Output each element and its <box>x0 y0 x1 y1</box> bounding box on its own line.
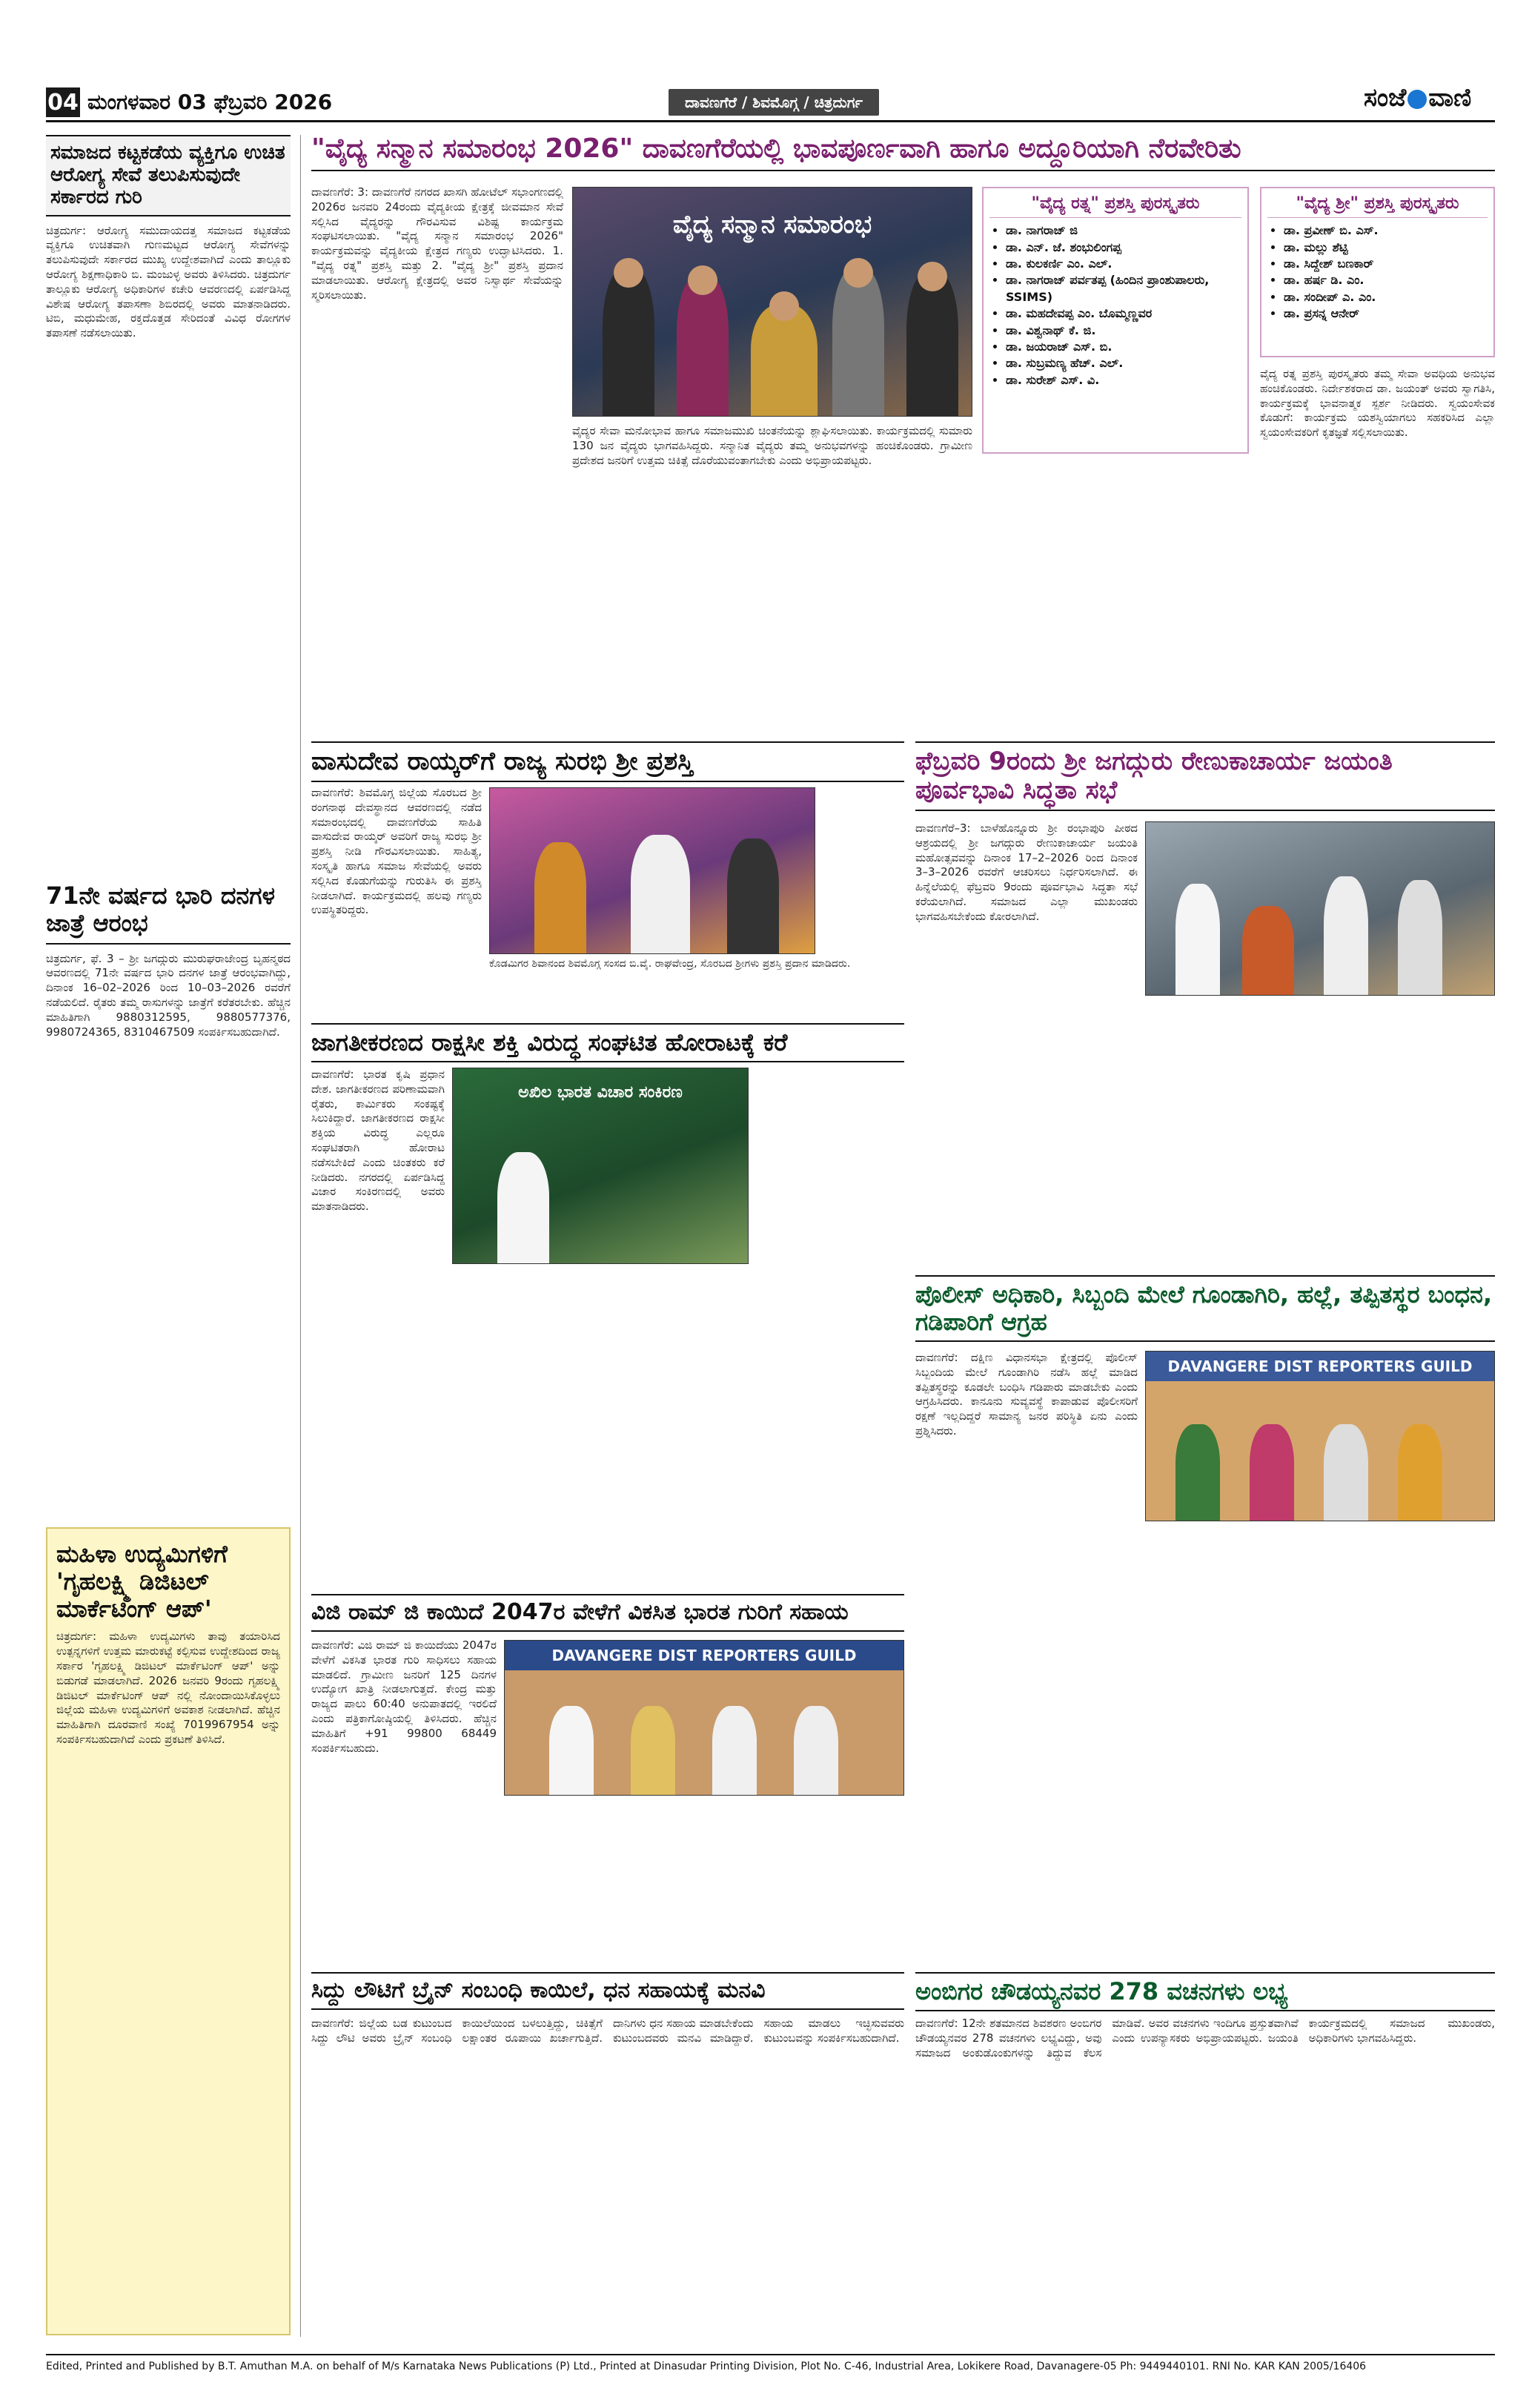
award-photo <box>572 187 972 417</box>
photo-person <box>906 271 958 416</box>
globalisation-photo <box>452 1068 749 1264</box>
logo-left-text: ಸಂಜೆ <box>1364 83 1407 113</box>
photo-person <box>794 1706 838 1795</box>
globalisation-body: ದಾವಣಗೆರೆ: ಭಾರತ ಕೃಷಿ ಪ್ರಧಾನ ದೇಶ. ಜಾಗತೀಕರಣದ ಪರಿಣಾಮವಾಗಿ ರೈತರು, ಕಾರ್ಮಿಕರು ಸಂಕಷ್ಟಕ್ಕೆ ಸಿಲುಕಿದ್ದಾರೆ. ಜಾಗತೀಕರಣದ ರಾಕ್ಷಸೀ ಶಕ್ತಿಯ ವಿರುದ್ಧ ಎಲ್ಲರೂ ಸಂಘಟಿತರಾಗಿ ಹೋರಾಟ ನಡೆಸಬೇಕಿದೆ ಎಂದು ಚಿಂತಕರು ಕರೆ ನೀಡಿದರು. ನಗರದಲ್ಲಿ ಏರ್ಪಡಿಸಿದ್ದ ವಿಚಾರ ಸಂಕಿರಣದಲ್ಲಿ ಅವರು ಮಾತನಾಡಿದರು. <box>311 1068 445 1214</box>
vaidya-shri-box <box>1260 187 1495 357</box>
raykar-photo-caption: ಕೊಡಮಿಗರ ಶಿವಾನಂದ ಶಿವಮೊಗ್ಗ ಸಂಸದ ಬಿ.ವೈ. ರಾಘವೇಂದ್ರ, ಸೊರಬದ ಶ್ರೀಗಳು ಪ್ರಶಸ್ತಿ ಪ್ರದಾನ ಮಾಡಿದರು. <box>489 958 851 970</box>
edition-label: ದಾವಣಗೆರೆ / ಶಿವಮೊಗ್ಗ / ಚಿತ್ರದುರ್ಗ <box>669 89 879 116</box>
lead-body-right: ವೈದ್ಯ ರತ್ನ ಪ್ರಶಸ್ತಿ ಪುರಸ್ಕೃತರು ತಮ್ಮ ಸೇವಾ ಅವಧಿಯ ಅನುಭವ ಹಂಚಿಕೊಂಡರು. ನಿರ್ದೇಶಕರಾದ ಡಾ. ಜಯಂತ್ ಅವರು ಸ್ವಾಗತಿಸಿ, ಕಾರ್ಯಕ್ರಮಕ್ಕೆ ಭಾವನಾತ್ಮಕ ಸ್ಪರ್ಶ ನೀಡಿದರು. ಸ್ವಯಂಸೇವಕ ಕೊಡುಗೆ: ಕಾರ್ಯಕ್ರಮ ಯಶಸ್ವಿಯಾಗಲು ಸಹಕರಿಸಿದ ಎಲ್ಲಾ ಸ್ವಯಂಸೇವಕರಿಗೆ ಕೃತಜ್ಞತೆ ಸಲ್ಲಿಸಲಾಯಿತು. <box>1260 367 1495 440</box>
vaidya-ratna-box <box>982 187 1249 454</box>
ratna-awardee: • ಡಾ. ನಾಗರಾಜ್ ಜಿ <box>1006 222 1241 239</box>
shri-title: "ವೈದ್ಯ ಶ್ರೀ" ಪ್ರಶಸ್ತಿ ಪುರಸ್ಕೃತರು <box>1267 194 1488 218</box>
lead-body-mid: ವೈದ್ಯರ ಸೇವಾ ಮನೋಭಾವ ಹಾಗೂ ಸಮಾಜಮುಖಿ ಚಿಂತನೆಯನ್ನು ಶ್ಲಾಘಿಸಲಾಯಿತು. ಕಾರ್ಯಕ್ರಮದಲ್ಲಿ ಸುಮಾರು 130 ಜನ ವೈದ್ಯರು ಭಾಗವಹಿಸಿದ್ದರು. ಸನ್ಮಾನಿತ ವೈದ್ಯರು ತಮ್ಮ ಅನುಭವಗಳನ್ನು ಹಂಚಿಕೊಂಡರು. ಗ್ರಾಮೀಣ ಪ್ರದೇಶದ ಜನರಿಗೆ ಉತ್ತಮ ಚಿಕಿತ್ಸೆ ದೊರೆಯುವಂತಾಗಬೇಕು ಎಂದು ಅಭಿಪ್ರಾಯಪಟ್ಟರು. <box>572 424 972 467</box>
ratna-awardee: • ಡಾ. ಸುಬ್ರಮಣ್ಯ ಹೆಚ್. ಎಲ್. <box>1006 355 1241 371</box>
ambigara-headline: ಅಂಬಿಗರ ಚೌಡಯ್ಯನವರ 278 ವಚನಗಳು ಲಭ್ಯ <box>915 1972 1495 2011</box>
ratna-awardee: • ಡಾ. ಜಯರಾಜ್ ಎಸ್. ಬಿ. <box>1006 339 1241 355</box>
fair-article <box>46 882 291 1530</box>
ratna-awardee: • ಡಾ. ವಿಶ್ವನಾಥ್ ಕೆ. ಜಿ. <box>1006 322 1241 339</box>
ratna-awardee: • ಡಾ. ಕುಲಕರ್ಣಿ ಎಂ. ಎಲ್. <box>1006 256 1241 272</box>
raykar-body-side <box>823 786 904 956</box>
seminar-banner-text: ಅಖಿಲ ಭಾರತ ವಿಚಾರ ಸಂಕಿರಣ <box>518 1083 683 1102</box>
globalisation-headline: ಜಾಗತೀಕರಣದ ರಾಕ್ಷಸೀ ಶಕ್ತಿ ವಿರುದ್ಧ ಸಂಘಟಿತ ಹೋರಾಟಕ್ಕೆ ಕರೆ <box>311 1023 904 1062</box>
column-divider <box>300 135 301 2337</box>
photo-person <box>631 835 690 953</box>
siddu-lauti-headline: ಸಿದ್ದು ಲೌಟಿಗೆ ಬ್ರೈನ್ ಸಂಬಂಧಿ ಕಾಯಿಲೆ, ಧನ ಸಹಾಯಕ್ಕೆ ಮನವಿ <box>311 1972 904 2010</box>
photo-person <box>549 1706 594 1795</box>
ratna-awardee-list <box>989 222 1241 388</box>
photo-person <box>1250 1424 1294 1521</box>
siddu-lauti-body: ದಾವಣಗೆರೆ: ಜಿಲ್ಲೆಯ ಬಡ ಕುಟುಂಬದ ಸಿದ್ದು ಲೌಟಿ ಅವರು ಬ್ರೈನ್ ಸಂಬಂಧಿ ಕಾಯಿಲೆಯಿಂದ ಬಳಲುತ್ತಿದ್ದು, ಚಿಕಿತ್ಸೆಗೆ ಲಕ್ಷಾಂತರ ರೂಪಾಯಿ ಖರ್ಚಾಗುತ್ತಿದೆ. ದಾನಿಗಳು ಧನ ಸಹಾಯ ಮಾಡಬೇಕೆಂದು ಕುಟುಂಬದವರು ಮನವಿ ಮಾಡಿದ್ದಾರೆ. ಸಹಾಯ ಮಾಡಲು ಇಚ್ಛಿಸುವವರು ಕುಟುಂಬವನ್ನು ಸಂಪರ್ಕಿಸಬಹುದಾಗಿದೆ. <box>311 2017 904 2045</box>
raykar-headline: ವಾಸುದೇವ ರಾಯ್ಕರ್‌ಗೆ ರಾಜ್ಯ ಸುರಭಿ ಶ್ರೀ ಪ್ರಶಸ್ತಿ <box>311 741 904 782</box>
renukacharya-body-cont <box>1145 1002 1495 1254</box>
police-assault-photo <box>1145 1351 1495 1521</box>
photo-person-head <box>769 291 799 321</box>
photo-person-head <box>843 258 873 288</box>
women-entrepreneur-box <box>46 1527 291 2335</box>
imprint-footer: Edited, Printed and Published by B.T. Amuthan M.A. on behalf of M/s Karnataka News Publications (P) Ltd., Printed at Dinasudar Printing Division, Plot No. C-46, Industrial Area, Lokikere Road, Davanagere-05 Ph: 9449440101. RNI No. KAR KAN 2005/16406 <box>46 2354 1495 2378</box>
lead-headline: "ವೈದ್ಯ ಸನ್ಮಾನ ಸಮಾರಂಭ 2026" ದಾವಣಗೆರೆಯಲ್ಲಿ ಭಾವಪೂರ್ಣವಾಗಿ ಹಾಗೂ ಅದ್ದೂರಿಯಾಗಿ ನೆರವೇರಿತು <box>311 133 1495 171</box>
police-assault-body-cont <box>1145 1529 1495 1959</box>
renukacharya-body: ದಾವಣಗೆರೆ–3: ಬಾಳೆಹೊನ್ನೂರು ಶ್ರೀ ರಂಭಾಪುರಿ ಪೀಠದ ಆಶ್ರಯದಲ್ಲಿ ಶ್ರೀ ಜಗದ್ಗುರು ರೇಣುಕಾಚಾರ್ಯ ಜಯಂತಿ ಮಹೋತ್ಸವವನ್ನು ದಿನಾಂಕ 17–2–2026 ರಿಂದ ದಿನಾಂಕ 3–3–2026 ರವರೆಗೆ ಆಚರಿಸಲು ನಿರ್ಧರಿಸಲಾಗಿದೆ. ಈ ಹಿನ್ನೆಲೆಯಲ್ಲಿ ಫೆಬ್ರವರಿ 9ರಂದು ಪೂರ್ವಭಾವಿ ಸಿದ್ಧತಾ ಸಭೆ ಕರೆಯಲಾಗಿದೆ. ಸಮಾಜದ ಎಲ್ಲಾ ಮುಖಂಡರು ಭಾಗವಹಿಸಬೇಕೆಂದು ಕೋರಲಾಗಿದೆ. <box>915 821 1138 923</box>
photo-person-honoree <box>751 305 818 416</box>
photo-person <box>534 842 586 953</box>
women-app-body: ಚಿತ್ರದುರ್ಗ: ಮಹಿಳಾ ಉದ್ಯಮಿಗಳು ತಾವು ತಯಾರಿಸಿದ ಉತ್ಪನ್ನಗಳಿಗೆ ಉತ್ತಮ ಮಾರುಕಟ್ಟೆ ಕಲ್ಪಿಸುವ ಉದ್ದೇಶದಿಂದ ರಾಜ್ಯ ಸರ್ಕಾರ 'ಗೃಹಲಕ್ಷ್ಮಿ ಡಿಜಿಟಲ್ ಮಾರ್ಕೆಟಿಂಗ್ ಆಪ್' ಅನ್ನು ಬಿಡುಗಡೆ ಮಾಡಲಾಗಿದೆ. 2026 ಜನವರಿ 9ರಂದು ಗೃಹಲಕ್ಷ್ಮಿ ಡಿಜಿಟಲ್ ಮಾರ್ಕೆಟಿಂಗ್ ಆಪ್ ನಲ್ಲಿ ನೋಂದಾಯಿಸಿಕೊಳ್ಳಲು ಜಿಲ್ಲೆಯ ಮಹಿಳಾ ಉದ್ಯಮಿಗಳಿಗೆ ಅವಕಾಶ ನೀಡಲಾಗಿದೆ. ಹೆಚ್ಚಿನ ಮಾಹಿತಿಗಾಗಿ ದೂರವಾಣಿ ಸಂಖ್ಯೆ 7019967954 ಅನ್ನು ಸಂಪರ್ಕಿಸಬಹುದಾಗಿದೆ ಎಂದು ಪ್ರಕಟಣೆ ತಿಳಿಸಿದೆ. <box>56 1630 280 1746</box>
photo-person <box>832 268 884 416</box>
globalisation-body-side <box>756 1068 904 1305</box>
shri-awardee: • ಡಾ. ಪ್ರಸನ್ನ ಆನೇರ್ <box>1284 305 1488 322</box>
photo-person-head <box>688 265 717 295</box>
newspaper-logo <box>1364 83 1471 113</box>
vbgramg-photo <box>504 1640 904 1796</box>
issue-date: ಮಂಗಳವಾರ 03 ಫೆಬ್ರವರಿ 2026 <box>87 90 333 114</box>
photo-person-head <box>918 262 947 291</box>
logo-right-text: ವಾಣಿ <box>1428 83 1472 113</box>
photo-person <box>1175 1424 1220 1521</box>
raykar-body: ದಾವಣಗೆರೆ: ಶಿವಮೊಗ್ಗ ಜಿಲ್ಲೆಯ ಸೊರಬದ ಶ್ರೀ ರಂಗನಾಥ ದೇವಸ್ಥಾನದ ಆವರಣದಲ್ಲಿ ನಡೆದ ಸಮಾರಂಭದಲ್ಲಿ ದಾವಣಗೆರೆಯ ಸಾಹಿತಿ ವಾಸುದೇವ ರಾಯ್ಕರ್ ಅವರಿಗೆ ರಾಜ್ಯ ಸುರಭಿ ಶ್ರೀ ಪ್ರಶಸ್ತಿ ನೀಡಿ ಗೌರವಿಸಲಾಯಿತು. ಸಾಹಿತ್ಯ, ಸಂಸ್ಕೃತಿ ಹಾಗೂ ಸಮಾಜ ಸೇವೆಯಲ್ಲಿ ಅವರು ಸಲ್ಲಿಸಿದ ಕೊಡುಗೆಯನ್ನು ಗುರುತಿಸಿ ಈ ಪ್ರಶಸ್ತಿ ನೀಡಲಾಗಿದೆ. ಕಾರ್ಯಕ್ರಮದಲ್ಲಿ ಹಲವು ಗಣ್ಯರು ಉಪಸ್ಥಿತರಿದ್ದರು. <box>311 786 482 917</box>
police-assault-headline: ಪೊಲೀಸ್ ಅಧಿಕಾರಿ, ಸಿಬ್ಬಂದಿ ಮೇಲೆ ಗೂಂಡಾಗಿರಿ, ಹಲ್ಲೆ, ತಪ್ಪಿತಸ್ಥರ ಬಂಧನ, ಗಡಿಪಾರಿಗೆ ಆಗ್ರಹ <box>915 1275 1495 1342</box>
health-article-body: ಚಿತ್ರದುರ್ಗ: ಆರೋಗ್ಯ ಸಮುದಾಯದತ್ತ ಸಮಾಜದ ಕಟ್ಟಕಡೆಯ ವ್ಯಕ್ತಿಗೂ ಉಚಿತವಾಗಿ ಗುಣಮಟ್ಟದ ಆರೋಗ್ಯ ಸೇವೆಗಳನ್ನು ತಲುಪಿಸುವುದೇ ಸರ್ಕಾರದ ಮುಖ್ಯ ಉದ್ದೇಶವಾಗಿದೆ ಎಂದು ತಾಲ್ಲೂಕು ಆರೋಗ್ಯ ಶಿಕ್ಷಣಾಧಿಕಾರಿ ಬಿ. ಮಂಜುಳ್ಳ ಅವರು ತಿಳಿಸಿದರು. ಚಿತ್ರದುರ್ಗ ತಾಲ್ಲೂಕು ಆರೋಗ್ಯ ಅಧಿಕಾರಿಗಳ ಕಚೇರಿ ಆವರಣದಲ್ಲಿ ಏರ್ಪಡಿಸಿದ್ದ ವಿಶೇಷ ಆರೋಗ್ಯ ತಪಾಸಣಾ ಶಿಬಿರದಲ್ಲಿ ಅವರು ಮಾತನಾಡಿದರು. ಟಿಬಿ, ಮಧುಮೇಹ, ರಕ್ತದೊತ್ತಡ ಸೇರಿದಂತೆ ವಿವಿಧ ರೋಗಗಳ ತಪಾಸಣೆ ನಡೆಸಲಾಯಿತು. <box>46 223 291 340</box>
lead-body-left: ದಾವಣಗೆರೆ: 3: ದಾವಣಗೆರೆ ನಗರದ ಖಾಸಗಿ ಹೋಟೆಲ್ ಸಭಾಂಗಣದಲ್ಲಿ 2026ರ ಜನವರಿ 24ರಂದು ವೈದ್ಯಕೀಯ ಕ್ಷೇತ್ರಕ್ಕೆ ಜೀವಮಾನ ಸೇವೆ ಸಲ್ಲಿಸಿದ ವೈದ್ಯರನ್ನು ಗೌರವಿಸುವ ವಿಶಿಷ್ಟ ಕಾರ್ಯಕ್ರಮ ಸಂಘಟಿಸಲಾಯಿತು. "ವೈದ್ಯ ಸನ್ಮಾನ ಸಮಾರಂಭ 2026" ಕಾರ್ಯಕ್ರಮವನ್ನು ವೈದ್ಯಕೀಯ ಕ್ಷೇತ್ರದ ಗಣ್ಯರು ಉದ್ಘಾಟಿಸಿದರು. 1. "ವೈದ್ಯ ರತ್ನ" ಪ್ರಶಸ್ತಿ ಮತ್ತು 2. "ವೈದ್ಯ ಶ್ರೀ" ಪ್ರಶಸ್ತಿ ಪ್ರದಾನ ಮಾಡಲಾಯಿತು. ಆರೋಗ್ಯ ಕ್ಷೇತ್ರದಲ್ಲಿ ಅವರ ನಿಸ್ವಾರ್ಥ ಸೇವೆಯನ್ನು ಸ್ಮರಿಸಲಾಯಿತು. <box>311 185 563 302</box>
health-headline: ಸಮಾಜದ ಕಟ್ಟಕಡೆಯ ವ್ಯಕ್ತಿಗೂ ಉಚಿತ ಆರೋಗ್ಯ ಸೇವೆ ತಲುಪಿಸುವುದೇ ಸರ್ಕಾರದ ಗುರಿ <box>46 135 291 216</box>
ratna-awardee: • ಡಾ. ನಾಗರಾಜ್ ಪರ್ವತಪ್ಪ (ಹಿಂದಿನ ಪ್ರಾಂಶುಪಾಲರು, SSIMS) <box>1006 272 1241 305</box>
photo-person <box>1324 1424 1368 1521</box>
ratna-title: "ವೈದ್ಯ ರತ್ನ" ಪ್ರಶಸ್ತಿ ಪುರಸ್ಕೃತರು <box>989 194 1241 218</box>
left-column <box>46 135 291 891</box>
photo-person <box>1398 880 1442 995</box>
shri-awardee: • ಡಾ. ಸಿದ್ದೇಶ್ ಬಣಕಾರ್ <box>1284 256 1488 272</box>
photo-person <box>712 1706 757 1795</box>
photo-person <box>677 275 729 416</box>
raykar-photo <box>489 787 815 954</box>
ratna-awardee: • ಡಾ. ಎನ್. ಜೆ. ಶಂಭುಲಿಂಗಪ್ಪ <box>1006 239 1241 256</box>
renukacharya-headline: ಫೆಬ್ರವರಿ 9ರಂದು ಶ್ರೀ ಜಗದ್ಗುರು ರೇಣುಕಾಚಾರ್ಯ ಜಯಂತಿ ಪೂರ್ವಭಾವಿ ಸಿದ್ಧತಾ ಸಭೆ <box>915 741 1495 811</box>
reporters-guild-banner: DAVANGERE DIST REPORTERS GUILD <box>551 1647 857 1664</box>
page-number: 04 <box>46 87 80 117</box>
shri-awardee: • ಡಾ. ಸಂದೀಪ್ ಎ. ಎಂ. <box>1284 289 1488 305</box>
photo-person-head <box>614 258 643 288</box>
photo-person <box>1175 884 1220 995</box>
shri-awardee: • ಡಾ. ಮಲ್ಲು ಶೆಟ್ಟಿ <box>1284 239 1488 256</box>
reporters-guild-banner: DAVANGERE DIST REPORTERS GUILD <box>1167 1357 1473 1375</box>
fair-headline: 71ನೇ ವರ್ಷದ ಭಾರಿ ದನಗಳ ಜಾತ್ರೆ ಆರಂಭ <box>46 882 291 945</box>
photo-person <box>1324 876 1368 995</box>
ambigara-body: ದಾವಣಗೆರೆ: 12ನೇ ಶತಮಾನದ ಶಿವಶರಣ ಅಂಬಿಗರ ಚೌಡಯ್ಯನವರ 278 ವಚನಗಳು ಲಭ್ಯವಿದ್ದು, ಅವು ಸಮಾಜದ ಅಂಕುಡೊಂಕುಗಳನ್ನು ತಿದ್ದುವ ಕೆಲಸ ಮಾಡಿವೆ. ಅವರ ವಚನಗಳು ಇಂದಿಗೂ ಪ್ರಸ್ತುತವಾಗಿವೆ ಎಂದು ಉಪನ್ಯಾಸಕರು ಅಭಿಪ್ರಾಯಪಟ್ಟರು. ಜಯಂತಿ ಕಾರ್ಯಕ್ರಮದಲ್ಲಿ ಸಮಾಜದ ಮುಖಂಡರು, ಅಧಿಕಾರಿಗಳು ಭಾಗವಹಿಸಿದ್ದರು. <box>915 2017 1495 2060</box>
vbgramg-body-cont <box>504 1803 904 1959</box>
logo-globe-icon <box>1407 90 1427 109</box>
shri-awardee-list <box>1267 222 1488 322</box>
photo-person <box>631 1706 675 1795</box>
police-assault-body: ದಾವಣಗೆರೆ: ದಕ್ಷಿಣ ವಿಧಾನಸಭಾ ಕ್ಷೇತ್ರದಲ್ಲಿ ಪೊಲೀಸ್ ಸಿಬ್ಬಂದಿಯ ಮೇಲೆ ಗೂಂಡಾಗಿರಿ ನಡೆಸಿ ಹಲ್ಲೆ ಮಾಡಿದ ತಪ್ಪಿತಸ್ಥರನ್ನು ಕೂಡಲೇ ಬಂಧಿಸಿ ಗಡಿಪಾರು ಮಾಡಬೇಕು ಎಂದು ಆಗ್ರಹಿಸಿದರು. ಕಾನೂನು ಸುವ್ಯವಸ್ಥೆ ಕಾಪಾಡುವ ಪೊಲೀಸರಿಗೆ ರಕ್ಷಣೆ ಇಲ್ಲದಿದ್ದರೆ ಸಾಮಾನ್ಯ ಜನರ ಪರಿಸ್ಥಿತಿ ಏನು ಎಂದು ಪ್ರಶ್ನಿಸಿದರು. <box>915 1351 1138 1438</box>
women-app-headline: ಮಹಿಳಾ ಉದ್ಯಮಿಗಳಿಗೆ 'ಗೃಹಲಕ್ಷ್ಮಿ ಡಿಜಿಟಲ್ ಮಾರ್ಕೆಟಿಂಗ್ ಆಪ್' <box>56 1540 228 1623</box>
masthead-rule <box>46 120 1495 122</box>
vbgramg-body: ದಾವಣಗೆರೆ: ವಿಜಿ ರಾಮ್ ಜಿ ಕಾಯಿದೆಯು 2047ರ ವೇಳೆಗೆ ವಿಕಸಿತ ಭಾರತ ಗುರಿ ಸಾಧಿಸಲು ಸಹಾಯ ಮಾಡಲಿದೆ. ಗ್ರಾಮೀಣ ಜನರಿಗೆ 125 ದಿನಗಳ ಉದ್ಯೋಗ ಖಾತ್ರಿ ನೀಡಲಾಗುತ್ತದೆ. ಕೇಂದ್ರ ಮತ್ತು ರಾಜ್ಯದ ಪಾಲು 60:40 ಅನುಪಾತದಲ್ಲಿ ಇರಲಿದೆ ಎಂದು ಪತ್ರಿಕಾಗೋಷ್ಠಿಯಲ್ಲಿ ತಿಳಿಸಿದರು. ಹೆಚ್ಚಿನ ಮಾಹಿತಿಗೆ +91 99800 68449 ಸಂಪರ್ಕಿಸಬಹುದು. <box>311 1638 497 1755</box>
shri-awardee: • ಡಾ. ಪ್ರವೀಣ್ ಬಿ. ಎಸ್. <box>1284 222 1488 239</box>
fair-article-body: ಚಿತ್ರದುರ್ಗ, ಫೆ. 3 – ಶ್ರೀ ಜಗದ್ಗುರು ಮುರುಘರಾಜೇಂದ್ರ ಬೃಹನ್ಮಠದ ಆವರಣದಲ್ಲಿ 71ನೇ ವರ್ಷದ ಭಾರಿ ದನಗಳ ಜಾತ್ರೆ ಆರಂಭವಾಗಿದ್ದು, ದಿನಾಂಕ 16–02–2026 ರಿಂದ 10–03–2026 ರವರೆಗೆ ನಡೆಯಲಿದೆ. ರೈತರು ತಮ್ಮ ರಾಸುಗಳನ್ನು ಜಾತ್ರೆಗೆ ಕರೆತರಬೇಕು. ಹೆಚ್ಚಿನ ಮಾಹಿತಿಗಾಗಿ 9880312595, 9880577376, 9980724365, 8310467509 ಸಂಪರ್ಕಿಸಬಹುದಾಗಿದೆ. <box>46 951 291 1039</box>
photo-person <box>727 838 779 953</box>
shri-awardee: • ಡಾ. ಹರ್ಷ ಡಿ. ಎಂ. <box>1284 272 1488 288</box>
renukacharya-photo <box>1145 821 1495 996</box>
vbgramg-headline: ವಿಜಿ ರಾಮ್ ಜಿ ಕಾಯಿದೆ 2047ರ ವೇಳೆಗೆ ವಿಕಸಿತ ಭಾರತ ಗುರಿಗೆ ಸಹಾಯ <box>311 1594 904 1632</box>
ratna-awardee: • ಡಾ. ಸುರೇಶ್ ಎಸ್. ವಿ. <box>1006 372 1241 388</box>
photo-person-seer <box>1242 906 1294 995</box>
ratna-awardee: • ಡಾ. ಮಹದೇವಪ್ಪ ಎಂ. ಬೊಮ್ಮಣ್ಣವರ <box>1006 305 1241 322</box>
photo-person <box>1398 1424 1442 1521</box>
photo-speaker <box>497 1152 549 1263</box>
photo-banner-text: ವೈದ್ಯ ಸನ್ಮಾನ ಸಮಾರಂಭ <box>672 210 872 239</box>
photo-person <box>603 268 654 416</box>
